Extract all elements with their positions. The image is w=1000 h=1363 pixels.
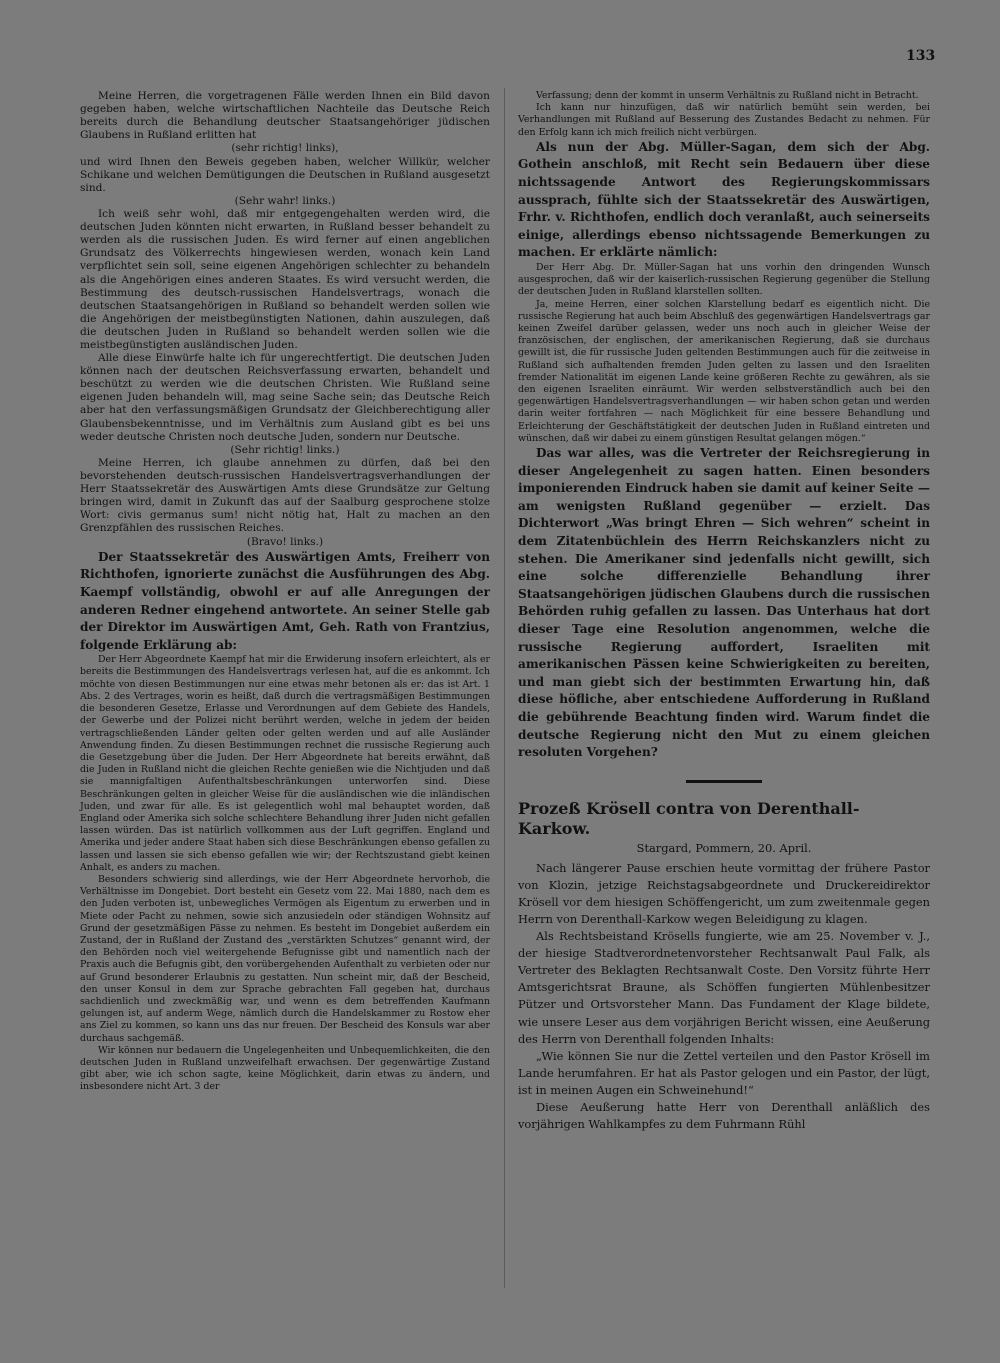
column-rule [504, 88, 505, 1288]
article-quote: „Wie können Sie nur die Zettel verteilen und den Pastor Krösell im Lande herumfahren. Er hat als Pastor gelogen und ein Pastor, der lügt, ist in meinen Augen ein Schweinehund!“ [518, 1048, 930, 1097]
speech-paragraph: Verfassung; denn der kommt in unserm Verhältnis zu Rußland nicht in Betracht. [536, 90, 919, 101]
article-paragraph: Als Rechtsbeistand Krösells fungierte, wie am 25. November v. J., der hiesige Stadtverordnetenvorsteher Rechtsanwalt Paul Falk, als Vertreter des Beklagten Rechtsanwalt Coste. Den Vorsitz führte Herr Amtsgerichtsrat Braune, als Schöffen fungierten Mühlenbesitzer Pützer und Ortsvorsteher Mann. Das Fundament der Klage bildete, wie unsere Leser aus dem vorjährigen Bericht wissen, eine Aeußerung des Herrn von Derenthall folgenden Inhalts: [518, 929, 930, 1046]
text-paragraph: Als nun der Abg. Müller-Sagan, dem sich der Abg. Gothein anschloß, mit Recht sein Bedauern über diese nichtssagende Antwort des Regierungskommissars aussprach, fühlte sich der Staatssekretär des Auswärtigen, Frhr. v. Richthofen, endlich doch veranlaßt, auch seinerseits einige, allerdings ebenso nichtssagende Bemerkungen zu machen. Er erklärte nämlich: [518, 139, 930, 260]
text-paragraph: Das war alles, was die Vertreter der Reichsregierung in dieser Angelegenheit zu sagen hatten. Einen besonders imponierenden Eindruck haben sie damit auf keiner Seite — am wenigsten Rußland gegenüber — erzielt. Das Dichterwort „Was bringt Ehren — Sich wehren“ scheint in dem Zitatenbüchlein des Herrn Reichskanzlers nicht zu stehen. Die Amerikaner sind jedenfalls nicht gewillt, sich eine solche differenzielle Behandlung ihrer Staatsangehörigen jüdischen Glaubens durch die russischen Behörden ruhig gefallen zu lassen. Das Unterhaus hat dort dieser Tage eine Resolution angenommen, welche die russische Regierung auffordert, Israeliten mit amerikanischen Pässen keine Schwierigkeiten zu bereiten, und man giebt sich der bestimmten Erwartung hin, daß diese höfliche, aber entschiedene Aufforderung in Rußland die gebührende Beachtung finden wird. Warum findet die deutsche Regierung nicht den Mut zu einem gleichen resoluten Vorgehen? [518, 446, 930, 760]
speech-paragraph: Der Herr Abg. Dr. Müller-Sagan hat uns vorhin den dringenden Wunsch ausgesprochen, daß wir der kaiserlich-russischen Regierung gegenüber die Stellung der deutschen Juden in Rußland klarstellen sollten. [518, 261, 930, 298]
speech-paragraph: Wir können nur bedauern die Ungelegenheiten und Unbequemlichkeiten, die den deutschen Juden in Rußland unzweifelhaft erwachsen. Der gegenwärtige Zustand gibt aber, wie ich schon sagte, keine Möglichkeit, darin etwas zu ändern, und insbesondere nicht Art. 3 der [80, 1044, 490, 1093]
interjection: (Bravo! links.) [246, 535, 324, 548]
interjection: (sehr richtig! links), [231, 142, 339, 155]
article-paragraph: Diese Aeußerung hatte Herr von Derenthall anläßlich des vorjährigen Wahlkampfes zu dem Fuhrmann Rühl [518, 1100, 930, 1132]
right-column-body [518, 90, 930, 762]
speech-paragraph: Der Herr Abgeordnete Kaempf hat mir die Erwiderung insofern erleichtert, als er bereits die Bestimmungen des Handelsvertrags verlesen hat, auf die es ankommt. Ich möchte von diesen Bestimmungen nur eine etwas mehr betonen als er: das ist Art. 1 Abs. 2 des Vertrages, worin es heißt, daß durch die vertragsmäßigen Bestimmungen die besonderen Gesetze, Erlasse und Verordnungen auf dem Gebiete des Handels, der Gewerbe und der Polizei nicht berührt werden, welche in jedem der beiden vertragschließenden Länder gelten oder gelten werden und auf alle Ausländer Anwendung finden. Zu diesen Bestimmungen rechnet die russische Regierung auch die Gesetzgebung über die Juden. Der Herr Abgeordnete hat bereits erwähnt, daß die Juden in Rußland nicht die gleichen Rechte genießen wie die Nichtjuden und daß sie mannigfaltigen Aufenthaltsbeschränkungen unterworfen sind. Diese Beschränkungen gelten in gleicher Weise für die ausländischen wie die inländischen Juden, und zwar für alle. Es ist gelegentlich wohl mal behauptet worden, daß England oder Amerika sich solche schlechtere Behandlung ihrer Juden nicht gefallen lassen würden. Das ist natürlich vollkommen aus der Luft gegriffen. England und Amerika und jeder andere Staat haben sich diese Beschränkungen ebenso gefallen zu lassen und lassen sie sich ebenso gefallen wie wir; der Rechtszustand giebt keinen Anhalt, es anders zu machen. [80, 654, 490, 873]
interjection: (Sehr wahr! links.) [234, 194, 336, 207]
speech-paragraph: Ja, meine Herren, einer solchen Klarstellung bedarf es eigentlich nicht. Die russische Regierung hat auch beim Abschluß des gegenwärtigen Handelsvertrags gar keinen Zweifel darüber gelassen, weder uns noch auch in gleicher Weise der französischen, der englischen, der amerikanischen Regierung, daß sie durchaus gewillt ist, die für russische Juden geltenden Bestimmungen auch für die zeitweise in Rußland sich aufhaltenden fremden Juden gelten zu lassen und den Israeliten fremder Nationalität im eigenen Lande keine größeren Rechte zu gewähren, als sie den eigenen Israeliten einräumt. Wir werden selbstverständlich auch bei den gegenwärtigen Handelsvertragsverhandlungen — wir haben schon getan und werden darin weiter fortfahren — nach Möglichkeit für eine bessere Behandlung und Erleichterung der Geschäftstätigkeit der deutschen Juden in Rußland eintreten und wünschen, daß wir dabei zu einem günstigen Resultat gelangen mögen.“ [518, 298, 930, 444]
article-headline: Prozeß Krösell contra von Derenthall-Karkow. [518, 798, 860, 838]
article-divider [686, 780, 762, 783]
speech-paragraph: Ich kann nur hinzufügen, daß wir natürlich bemüht sein werden, bei Verhandlungen mit Rußland auf Besserung des Zustandes Bedacht zu nehmen. Für den Erfolg kann ich mich freilich nicht verbürgen. [518, 102, 930, 138]
speech-paragraph: Besonders schwierig sind allerdings, wie der Herr Abgeordnete hervorhob, die Verhältnisse im Dongebiet. Dort besteht ein Gesetz vom 22. Mai 1880, nach dem es den Juden verboten ist, unbewegliches Vermögen als Eigentum zu erwerben und in Miete oder Pacht zu nehmen, sowie sich anzusiedeln oder ständigen Wohnsitz auf Grund der gesetzmäßigen Pässe zu nehmen. Es besteht im Dongebiet außerdem ein Zustand, der in Rußland der Zustand des „verstärkten Schutzes“ genannt wird, der den Behörden noch viel weitergehende Befugnisse gibt und namentlich nach der Praxis auch die Befugnis gibt, den vorübergehenden Aufenthalt zu verbieten oder nur auf Grund besonderer Erlaubnis zu gestatten. Nun scheint mir, daß der Bescheid, den unser Konsul in dem zur Sprache gebrachten Fall gegeben hat, durchaus sachdienlich und zweckmäßig war, und wenn es dem betreffenden Kaufmann gelungen ist, auf anderm Wege, nämlich durch die Handelskammer zu Rostow eher ans Ziel zu kommen, so kann uns das nur freuen. Der Bescheid des Konsuls war aber durchaus sachgemäß. [80, 873, 490, 1044]
text-paragraph: und wird Ihnen den Beweis gegeben haben, welcher Willkür, welcher Schikane und welchen Demütigungen die Deutschen in Rußland ausgesetzt sind. [80, 155, 490, 194]
text-paragraph: Ich weiß sehr wohl, daß mir entgegengehalten werden wird, die deutschen Juden könnten nicht erwarten, in Rußland besser behandelt zu werden als die russischen Juden. Es wird ferner auf einen angeblichen Grundsatz des Völkerrechts hingewiesen werden, wonach kein Land verpflichtet sein soll, seine eigenen Angehörigen schlechter zu behandeln als die Angehörigen eines anderen Staates. Es wird versucht werden, die Bestimmung des deutsch-russischen Handelsvertrags, wonach die deutschen Staatsangehörigen in Rußland so behandelt werden sollen wie die Angehörigen der meistbegünstigten Nationen, dahin auszulegen, daß die deutschen Juden in Rußland so behandelt werden sollen wie die meistbegünstigten ausländischen Juden. [80, 208, 490, 351]
text-paragraph: Der Staatssekretär des Auswärtigen Amts, Freiherr von Richthofen, ignorierte zunächst die Ausführungen des Abg. Kaempf vollständig, obwohl er auf alle Anregungen der anderen Redner eingehend antwortete. An seiner Stelle gab der Direktor im Auswärtigen Amt, Geh. Rath von Frantzius, folgende Erklärung ab: [80, 549, 490, 652]
interjection: (Sehr richtig! links.) [230, 443, 340, 456]
text-paragraph: Alle diese Einwürfe halte ich für ungerechtfertigt. Die deutschen Juden können nach der deutschen Reichsverfassung erwarten, behandelt und beschützt zu werden wie die deutschen Christen. Wie Rußland seine eigenen Juden behandeln will, mag seine Sache sein; das Deutsche Reich aber hat den verfassungsmäßigen Grundsatz der Gleichberechtigung aller Glaubensbekenntnisse, und im Verhältnis zum Ausland gibt es bei uns weder deutsche Christen noch deutsche Juden, sondern nur Deutsche. [80, 352, 490, 443]
article-paragraph: Nach längerer Pause erschien heute vormittag der frühere Pastor von Klozin, jetzige Reichstagsabgeordnete und Druckereidirektor Krösell vor dem hiesigen Schöffengericht, um zum zweitenmale gegen Herrn von Derenthall-Karkow wegen Beleidigung zu klagen. [518, 860, 930, 926]
article-dateline: Stargard, Pommern, 20. April. [636, 840, 812, 855]
text-paragraph: Meine Herren, ich glaube annehmen zu dürfen, daß bei den bevorstehenden deutsch-russischen Handelsvertragsverhandlungen der Herr Staatssekretär des Auswärtigen Amts diese Grundsätze zur Geltung bringen wird, damit in Zukunft das auf der Saalburg gesprochene stolze Wort: civis germanus sum! nicht nötig hat, Halt zu machen an den Grenzpfählen des russischen Reiches. [80, 456, 490, 535]
left-column [80, 90, 490, 1094]
right-column [518, 90, 930, 1133]
page-number: 133 [906, 48, 936, 64]
text-paragraph: Meine Herren, die vorgetragenen Fälle werden Ihnen ein Bild davon gegeben haben, welche wirtschaftlichen Nachteile das Deutsche Reich bereits durch die Behandlung deutscher Staatsangehöriger jüdischen Glaubens in Rußland erlitten hat [80, 90, 490, 142]
